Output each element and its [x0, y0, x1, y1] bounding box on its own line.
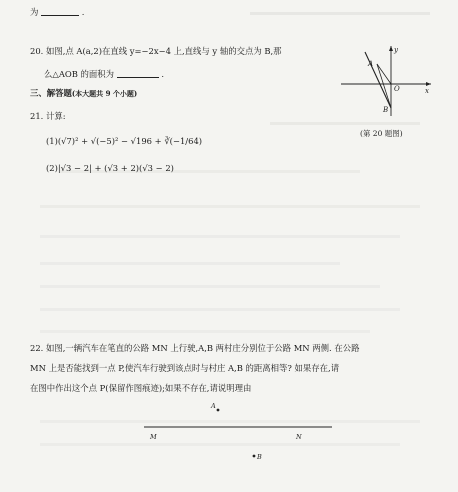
q19-prefix: 为 [30, 7, 39, 17]
x-axis-arrow-icon [426, 82, 431, 86]
label-O: O [394, 85, 400, 93]
label-x: x [425, 87, 429, 95]
q19-suffix: . [81, 7, 85, 17]
label-A: A [368, 60, 374, 68]
segment-AB [377, 64, 391, 108]
village-B-point[interactable] [253, 455, 256, 458]
q19-answer-blank[interactable] [41, 6, 79, 16]
y-axis-arrow-icon [389, 46, 393, 51]
label-N: N [296, 433, 302, 441]
section-3-note: (本大题共 9 个小题) [71, 89, 138, 98]
q20-line-2 [44, 68, 164, 80]
figure-22-diagram [140, 396, 340, 466]
q21-item-1: (1)(√7)² + √(−5)² − √196 + ∛(−1/64) [46, 136, 203, 146]
section-3-title: 三、解答题 [30, 88, 72, 98]
q21-item-2: (2)|√3 − 2| + (√3 + 2)(√3 − 2) [46, 163, 174, 173]
q21-title: 21. 计算: [30, 111, 66, 121]
q20-line-2-prefix: 么△AOB 的面积为 [44, 69, 115, 79]
q20-line-2-suffix: . [161, 69, 165, 79]
figure-20-caption: (第 20 题图) [360, 129, 403, 138]
label-M: M [150, 433, 157, 441]
q20-answer-blank[interactable] [117, 68, 159, 78]
village-A-point[interactable] [217, 409, 220, 412]
q22-line-3: 在图中作出这个点 P(保留作图痕迹);如果不存在,请说明理由 [30, 383, 252, 393]
label-village-A: A [211, 402, 216, 410]
q22-line-1: 22. 如图,一辆汽车在笔直的公路 MN 上行驶,A,B 两村庄分别位于公路 MN 两侧. 在公路 [30, 343, 360, 353]
figure-20-diagram [335, 42, 435, 118]
label-village-B: B [257, 453, 262, 461]
q19-answer-line [30, 6, 84, 18]
q22-line-2: MN 上是否能找到一点 P,使汽车行驶到该点时与村庄 A,B 的距离相等? 如果存在,请 [30, 363, 340, 373]
section-3-heading [30, 88, 137, 99]
segment-AO [377, 64, 391, 84]
label-B: B [383, 106, 389, 114]
q20-line-1: 20. 如图,点 A(a,2)在直线 y=−2x−4 上,直线与 y 轴的交点为 B,那 [30, 46, 282, 56]
label-y: y [394, 46, 398, 54]
